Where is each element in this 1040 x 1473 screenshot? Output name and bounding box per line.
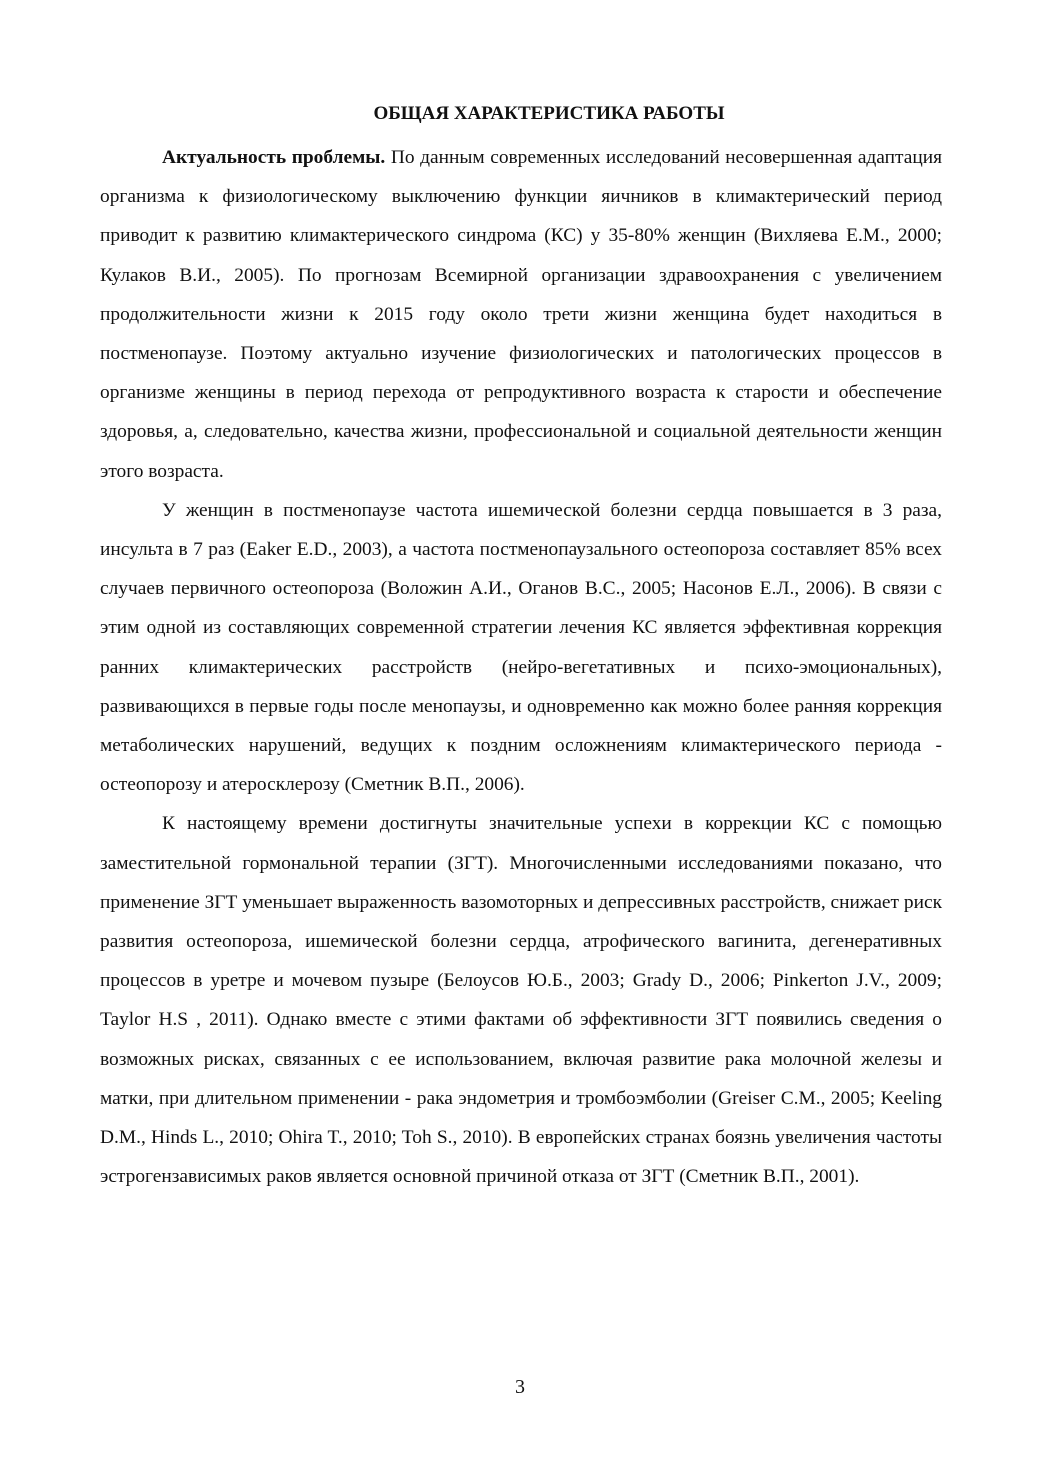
paragraph-hrt [100,804,942,1196]
paragraph-postmenopause [100,491,942,805]
paragraph-lead: Актуальность проблемы. [162,147,386,168]
page-number: 3 [515,1376,525,1398]
document-page [100,98,942,1196]
paragraph-text: К настоящему времени достигнуты значительные успехи в коррекции КС с помощью заместительной гормональной терапии (ЗГТ). Многочисленными исследованиями показано, что применение ЗГТ уменьшает выраженность вазомоторных и депрессивных расстройств, снижает риск развития остеопороза, ишемической болезни сердца, атрофического вагинита, дегенеративных процессов в уретре и мочевом пузыре (Белоусов Ю.Б., 2003; Grady D., 2006; Pinkerton J.V., 2009; Taylor H.S , 2011). Однако вместе с этими фактами об эффективности ЗГТ появились сведения о возможных рисках, связанных с ее использованием, включая развитие рака молочной железы и матки, при длительном применении - рака эндометрия и тромбоэмболии (Greiser C.M., 2005; Keeling D.M., Hinds L., 2010; Ohira T., 2010; Toh S., 2010). В европейских странах боязнь увеличения частоты эстрогензависимых раков является основной причиной отказа от ЗГТ (Сметник В.П., 2001). [100,813,942,1188]
paragraph-text: По данным современных исследований несовершенная адаптация организма к физиологическому выключению функции яичников в климактерический период приводит к развитию климактерического синдрома (КС) у 35-80% женщин (Вихляева Е.М., 2000; Кулаков В.И., 2005). По прогнозам Всемирной организации здравоохранения с увеличением продолжительности жизни к 2015 году около трети жизни женщина будет находиться в постменопаузе. Поэтому актуально изучение физиологических и патологических процессов в организме женщины в период перехода от репродуктивного возраста к старости и обеспечение здоровья, а, следовательно, качества жизни, профессиональной и социальной деятельности женщин этого возраста. [100,147,943,482]
paragraph-text: У женщин в постменопаузе частота ишемической болезни сердца повышается в 3 раза, инсульта в 7 раз (Eaker E.D., 2003), а частота постменопаузального остеопороза составляет 85% всех случаев первичного остеопороза (Воложин А.И., Оганов В.С., 2005; Насонов Е.Л., 2006). В связи с этим одной из составляющих современной стратегии лечения КС является эффективная коррекция ранних климактерических расстройств (нейро-вегетативных и психо-эмоциональных), развивающихся в первые годы после менопаузы, и одновременно как можно более ранняя коррекция метаболических нарушений, ведущих к поздним осложнениям климактерического периода - остеопорозу и атеросклерозу (Сметник В.П., 2006). [100,499,942,796]
document-title: ОБЩАЯ ХАРАКТЕРИСТИКА РАБОТЫ [373,103,725,124]
paragraph-relevance [100,138,942,491]
